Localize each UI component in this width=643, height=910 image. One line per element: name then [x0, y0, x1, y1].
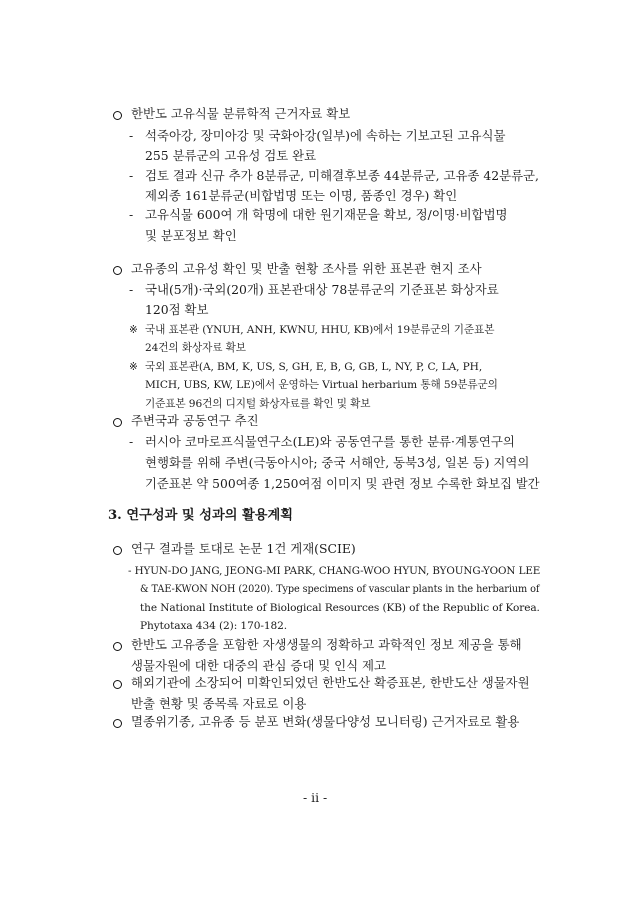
outcome-title: 멸종위기종, 고유종 등 분포 변화(생물다양성 모니터링) 근거자료로 활용 [131, 714, 520, 729]
note-mark: ※ [129, 324, 138, 336]
dash-bullet: - [129, 434, 134, 449]
item-line: 및 분포정보 확인 [145, 228, 237, 243]
note-line: 24건의 화상자료 확보 [145, 342, 246, 354]
outcome-line: 생물자원에 대한 대중의 관심 증대 및 인식 제고 [131, 658, 386, 673]
citation-line: Phytotaxa 434 (2): 170-182. [140, 620, 288, 632]
circle-bullet-icon [113, 719, 122, 728]
dash-bullet: - [129, 207, 134, 222]
section-title: 한반도 고유식물 분류학적 근거자료 확보 [131, 106, 351, 121]
item-line: 기준표본 약 500여종 1,250여점 이미지 및 관련 정보 수록한 화보집 발간 [145, 476, 540, 491]
item-line: 검토 결과 신규 추가 8분류군, 미해결후보종 44분류군, 고유종 42분류군, [145, 168, 539, 183]
item-line: 현행화를 위해 주변(극동아시아; 중국 서해안, 동북3성, 일본 등) 지역의 [145, 455, 530, 470]
outcome-line: 반출 현황 및 종목록 자료로 이용 [131, 696, 307, 711]
circle-bullet-icon [113, 546, 122, 555]
section-heading: 3. 연구성과 및 성과의 활용계획 [108, 508, 294, 523]
note-line: 기준표본 96건의 디지털 화상자료를 확인 및 확보 [145, 398, 371, 410]
circle-bullet-icon [113, 418, 122, 427]
note-mark: ※ [129, 361, 138, 373]
item-line: 러시아 코마로프식물연구소(LE)와 공동연구를 통한 분류·계통연구의 [145, 434, 515, 449]
citation-line: - HYUN-DO JANG, JEONG-MI PARK, CHANG-WOO HYUN, BYOUNG-YOON LEE [128, 565, 541, 577]
circle-bullet-icon [113, 111, 122, 120]
note-line: 국내 표본관 (YNUH, ANH, KWNU, HHU, KB)에서 19분류군의 기준표본 [145, 324, 495, 336]
circle-bullet-icon [113, 680, 122, 689]
dash-bullet: - [129, 128, 134, 143]
circle-bullet-icon [113, 266, 122, 275]
note-line: MICH, UBS, KW, LE)에서 운영하는 Virtual herbarium 통해 59분류군의 [145, 379, 498, 391]
item-line: 255 분류군의 고유성 검토 완료 [145, 148, 317, 163]
section-title: 주변국과 공동연구 추진 [131, 413, 259, 428]
section-title: 고유종의 고유성 확인 및 반출 현황 조사를 위한 표본관 현지 조사 [131, 261, 482, 276]
note-line: 국외 표본관(A, BM, K, US, S, GH, E, B, G, GB, L, NY, P, C, LA, PH, [145, 361, 483, 373]
item-line: 석죽아강, 장미아강 및 국화아강(일부)에 속하는 기보고된 고유식물 [145, 128, 506, 143]
citation-line: & TAE-KWON NOH (2020). Type specimens of vascular plants in the herbarium of [140, 583, 540, 595]
item-line: 120점 확보 [145, 302, 209, 317]
outcome-title: 연구 결과를 토대로 논문 1건 게재(SCIE) [131, 541, 356, 556]
item-line: 제외종 161분류군(비합법명 또는 이명, 품종인 경우) 확인 [145, 188, 458, 203]
outcome-title: 한반도 고유종을 포함한 자생생물의 정확하고 과학적인 정보 제공을 통해 [131, 637, 522, 652]
citation-line: the National Institute of Biological Resources (KB) of the Republic of Korea. [140, 602, 540, 614]
item-line: 국내(5개)·국외(20개) 표본관대상 78분류군의 기준표본 화상자료 [145, 282, 499, 297]
item-line: 고유식물 600여 개 학명에 대한 원기재문을 확보, 정/이명·비합법명 [145, 207, 508, 222]
dash-bullet: - [129, 168, 134, 183]
dash-bullet: - [129, 282, 134, 297]
page-number: - ii - [303, 790, 328, 805]
outcome-title: 해외기관에 소장되어 미확인되었던 한반도산 확증표본, 한반도산 생물자원 [131, 675, 530, 690]
circle-bullet-icon [113, 642, 122, 651]
